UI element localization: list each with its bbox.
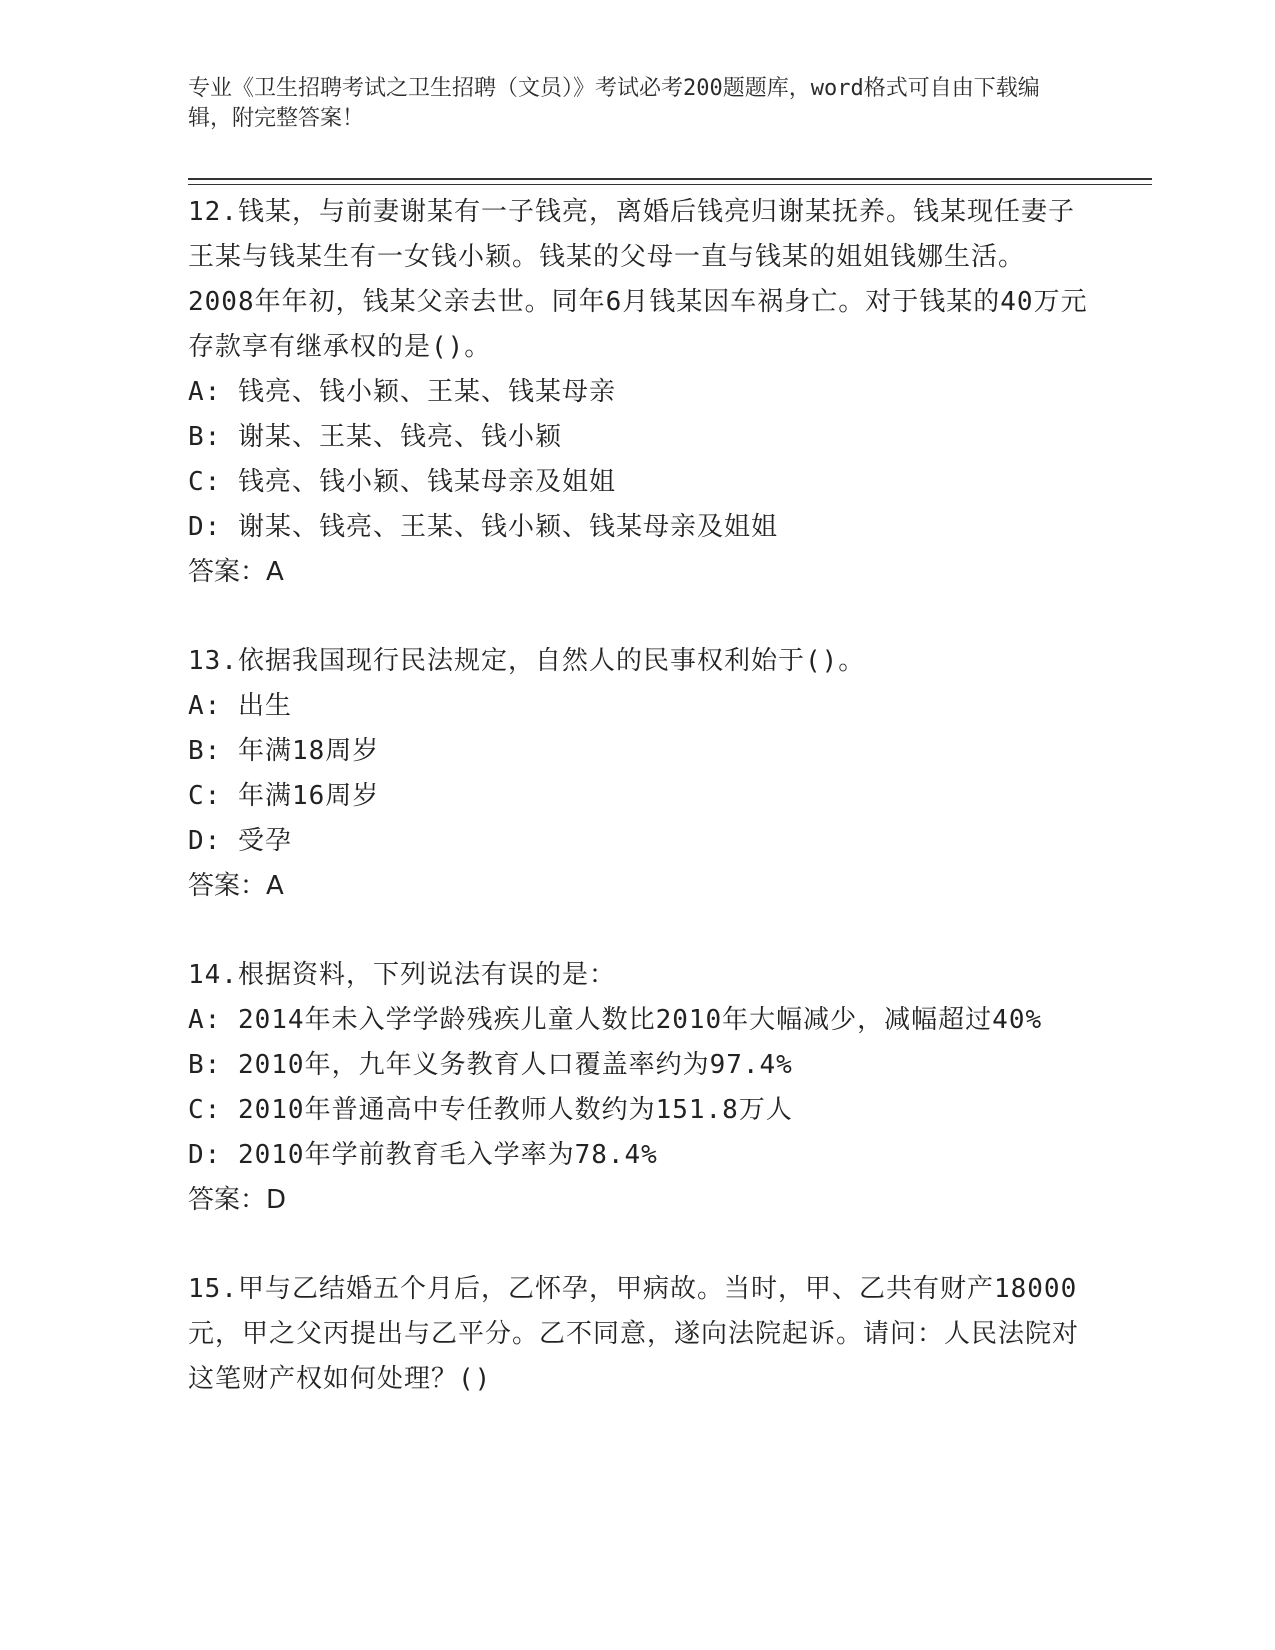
option-d: D: 2010年学前教育毛入学率为78.4% (188, 1140, 658, 1170)
option-d: D: 谢某、钱亮、王某、钱小颖、钱某母亲及姐姐 (188, 512, 778, 542)
header-divider-thin (188, 184, 1152, 185)
header-divider-thick (188, 178, 1152, 180)
answer-line: 答案：D (188, 1185, 287, 1215)
question-stem: 14.根据资料，下列说法有误的是： (188, 960, 616, 990)
question-stem: 13.依据我国现行民法规定，自然人的民事权利始于()。 (188, 646, 866, 676)
question-14 (188, 953, 1088, 1223)
option-b: B: 年满18周岁 (188, 736, 380, 766)
option-c: C: 钱亮、钱小颖、钱某母亲及姐姐 (188, 467, 616, 497)
question-list (188, 190, 1088, 1446)
option-b: B: 谢某、王某、钱亮、钱小颖 (188, 422, 562, 452)
answer-line: 答案：A (188, 557, 284, 587)
question-12 (188, 190, 1088, 595)
question-stem: 12.钱某，与前妻谢某有一子钱亮，离婚后钱亮归谢某抚养。钱某现任妻子王某与钱某生有一女钱小颖。钱某的父母一直与钱某的姐姐钱娜生活。2008年年初，钱某父亲去世。同年6月钱某因车祸身亡。对于钱某的40万元存款享有继承权的是()。 (188, 197, 1088, 362)
answer-line: 答案：A (188, 871, 284, 901)
question-13 (188, 639, 1088, 909)
option-c: C: 年满16周岁 (188, 781, 380, 811)
question-stem: 15.甲与乙结婚五个月后，乙怀孕，甲病故。当时，甲、乙共有财产18000元，甲之父丙提出与乙平分。乙不同意，遂向法院起诉。请问：人民法院对这笔财产权如何处理？() (188, 1274, 1080, 1394)
option-a: A: 2014年未入学学龄残疾儿童人数比2010年大幅减少，减幅超过40% (188, 1005, 1043, 1035)
option-c: C: 2010年普通高中专任教师人数约为151.8万人 (188, 1095, 793, 1125)
question-15 (188, 1267, 1088, 1402)
document-header: 专业《卫生招聘考试之卫生招聘（文员）》考试必考200题题库，word格式可自由下载编辑，附完整答案！ (188, 76, 1040, 131)
option-a: A: 钱亮、钱小颖、王某、钱某母亲 (188, 377, 616, 407)
option-a: A: 出生 (188, 691, 292, 721)
option-b: B: 2010年，九年义务教育人口覆盖率约为97.4% (188, 1050, 793, 1080)
option-d: D: 受孕 (188, 826, 292, 856)
